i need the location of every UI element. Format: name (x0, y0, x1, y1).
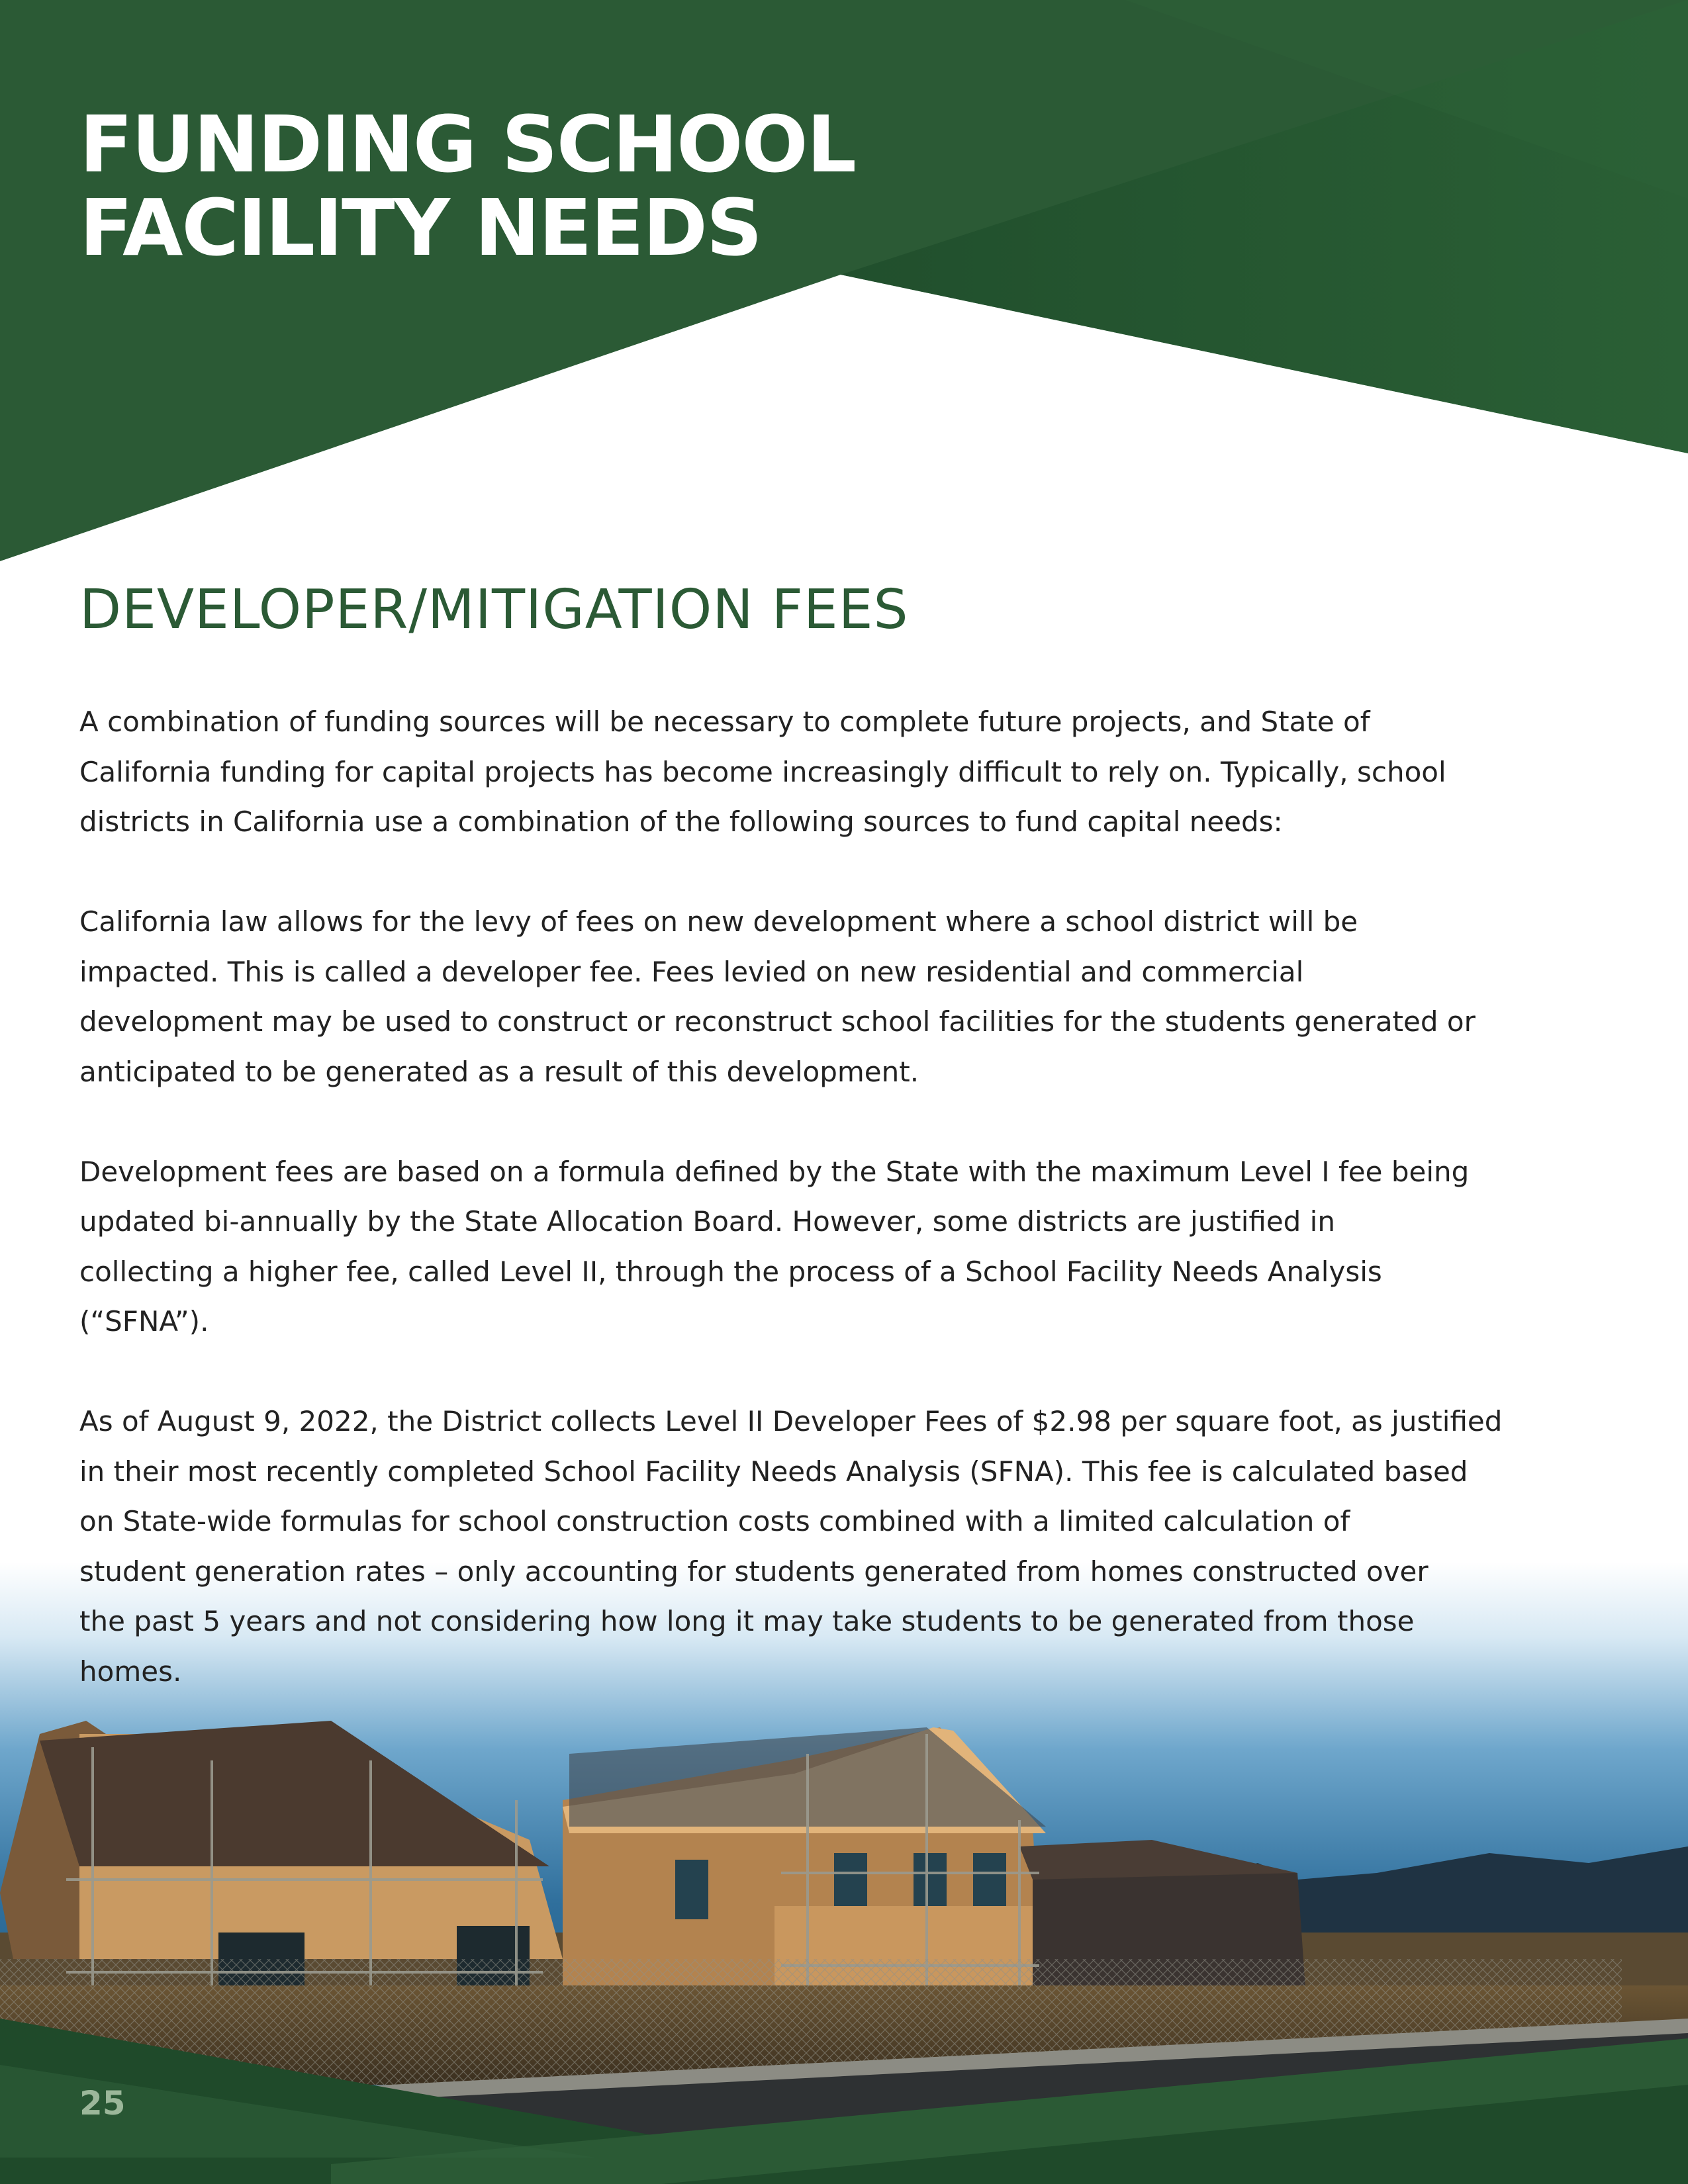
page-number: 25 (79, 2084, 126, 2122)
text-line: (“SFNA”). (79, 1305, 209, 1338)
text-line: California funding for capital projects has become increasingly difficult to rely on. Typically, school (79, 755, 1446, 788)
title-line-2: FACILITY NEEDS (79, 182, 761, 273)
section-heading: DEVELOPER/MITIGATION FEES (79, 578, 909, 641)
text-line: As of August 9, 2022, the District collects Level II Developer Fees of $2.98 per square foot, as justified (79, 1405, 1503, 1437)
paragraph-funding-sources (79, 697, 1622, 847)
text-line: anticipated to be generated as a result of this development. (79, 1055, 919, 1088)
paragraph-level-ii-fees (79, 1396, 1622, 1696)
page-title (79, 99, 855, 273)
text-line: on State-wide formulas for school construction costs combined with a limited calculation of (79, 1505, 1350, 1537)
paragraph-development-fees (79, 1147, 1622, 1347)
text-line: California law allows for the levy of fees on new development where a school district will be (79, 905, 1358, 938)
text-line: in their most recently completed School Facility Needs Analysis (SFNA). This fee is calculated based (79, 1455, 1468, 1488)
body-text (79, 697, 1622, 1747)
text-line: collecting a higher fee, called Level II, through the process of a School Facility Needs Analysis (79, 1255, 1382, 1288)
text-line: Development fees are based on a formula defined by the State with the maximum Level I fee being (79, 1155, 1470, 1188)
text-line: homes. (79, 1655, 182, 1688)
text-line: development may be used to construct or reconstruct school facilities for the students generated or (79, 1005, 1476, 1038)
text-line: the past 5 years and not considering how long it may take students to be generated from those (79, 1605, 1415, 1637)
paragraph-developer-fee (79, 897, 1622, 1097)
header-banner (0, 0, 1688, 596)
title-line-1: FUNDING SCHOOL (79, 99, 855, 190)
text-line: A combination of funding sources will be necessary to complete future projects, and State of (79, 705, 1370, 738)
text-line: impacted. This is called a developer fee. Fees levied on new residential and commercial (79, 955, 1304, 988)
text-line: student generation rates – only accounting for students generated from homes constructed over (79, 1555, 1429, 1588)
text-line: updated bi-annually by the State Allocation Board. However, some districts are justified in (79, 1205, 1335, 1238)
text-line: districts in California use a combination of the following sources to fund capital needs: (79, 805, 1283, 838)
